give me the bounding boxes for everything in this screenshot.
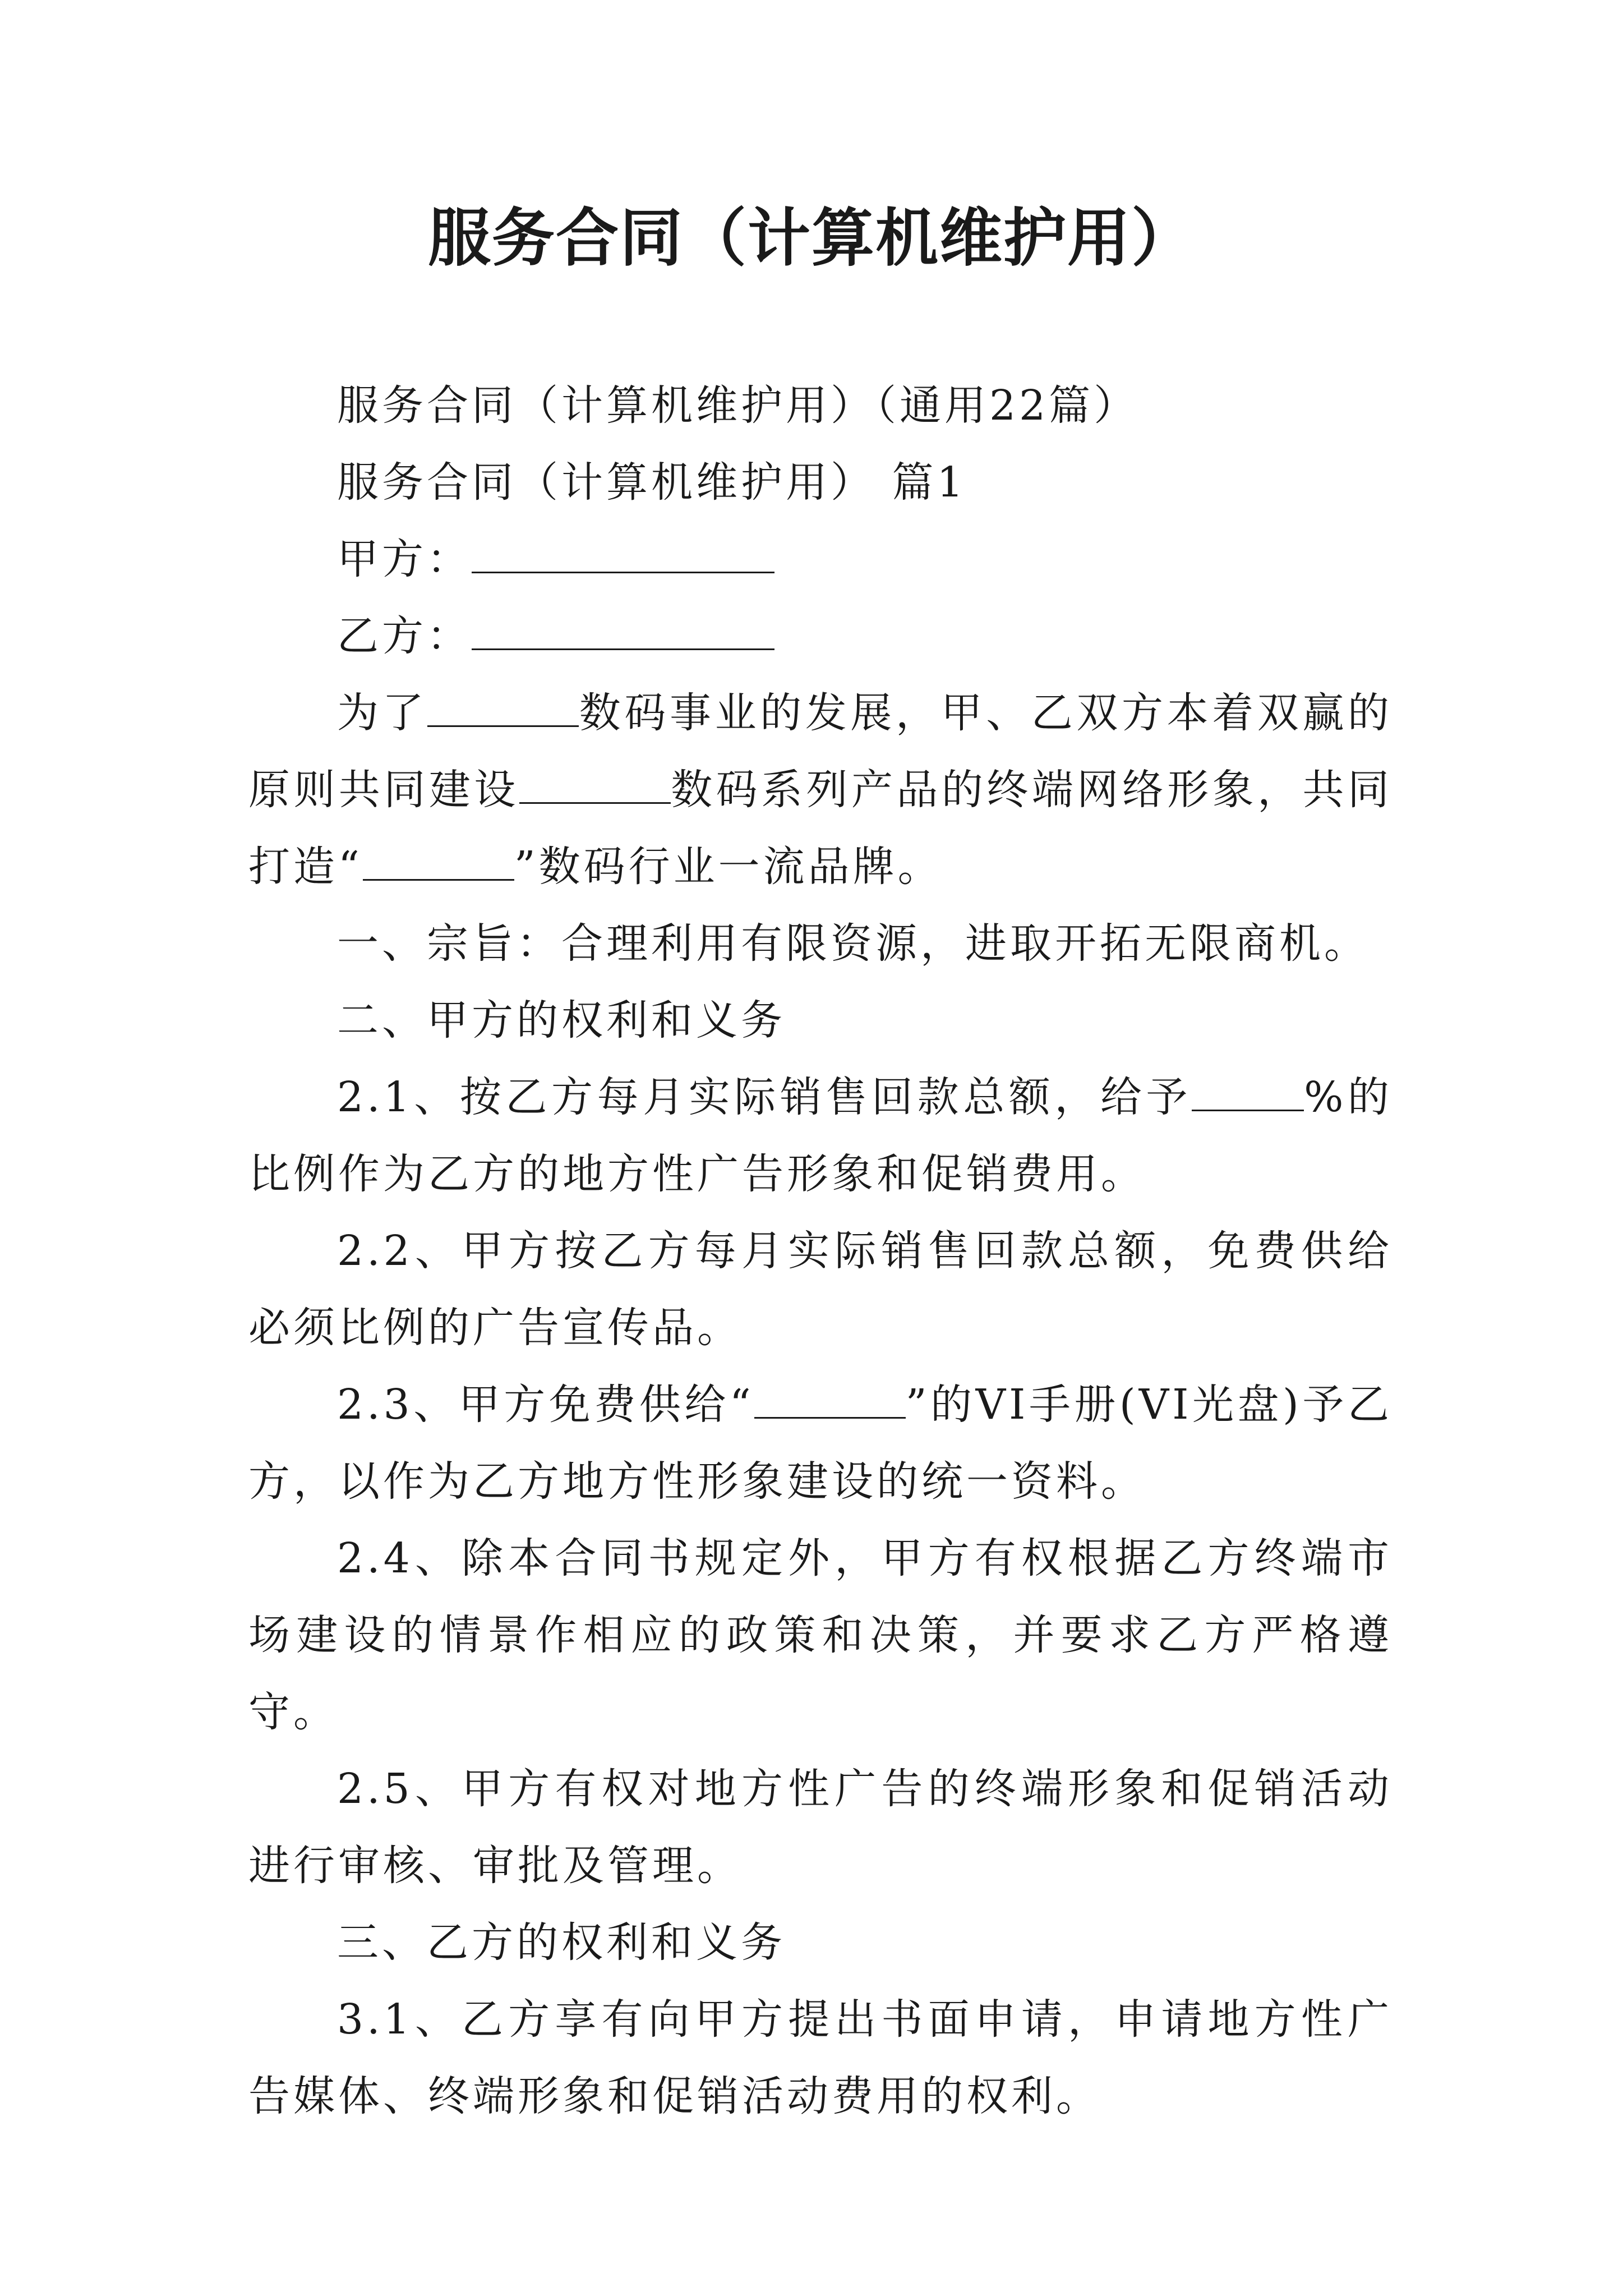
paragraph-p7	[248, 982, 1393, 1059]
paragraph-p3	[248, 521, 1393, 598]
paragraph-p5	[248, 675, 1393, 905]
document-body	[248, 367, 1393, 2135]
paragraph-text: 乙方：	[337, 612, 472, 660]
paragraph-text: 3.1、乙方享有向甲方提出书面申请，申请地方性广告媒体、终端形象和促销活动费用的权利。	[248, 1995, 1393, 2120]
fill-in-blank	[472, 532, 774, 573]
paragraph-text: 2.5、甲方有权对地方性广告的终端形象和促销活动进行审核、审批及管理。	[248, 1765, 1393, 1890]
paragraph-text: %的比例作为乙方的地方性广告形象和促销费用。	[248, 1073, 1393, 1198]
paragraph-text: 2.1、按乙方每月实际销售回款总额，给予	[337, 1073, 1192, 1121]
paragraph-text: 甲方：	[337, 535, 472, 583]
paragraph-p13	[248, 1904, 1393, 1981]
paragraph-text: 2.3、甲方免费供给“	[337, 1381, 754, 1429]
paragraph-p2	[248, 444, 1393, 521]
paragraph-p4	[248, 598, 1393, 675]
paragraph-text: 2.2、甲方按乙方每月实际销售回款总额，免费供给必须比例的广告宣传品。	[248, 1227, 1393, 1352]
paragraph-p9	[248, 1213, 1393, 1366]
fill-in-blank	[754, 1378, 906, 1419]
paragraph-p6	[248, 905, 1393, 982]
paragraph-p8	[248, 1059, 1393, 1213]
fill-in-blank	[472, 609, 774, 650]
paragraph-text: 数码系列产品的终端网络形象，共同打造“	[248, 766, 1393, 891]
fill-in-blank	[363, 840, 514, 881]
paragraph-text: 二、甲方的权利和义务	[337, 996, 786, 1045]
paragraph-text: 为了	[337, 689, 428, 737]
fill-in-blank	[519, 763, 671, 804]
document-title: 服务合同（计算机维护用）	[428, 201, 1195, 275]
paragraph-text: 三、乙方的权利和义务	[337, 1918, 786, 1967]
fill-in-blank	[427, 686, 579, 727]
paragraph-text: 服务合同（计算机维护用） 篇1	[337, 458, 967, 507]
paragraph-text: 服务合同（计算机维护用）（通用22篇）	[337, 381, 1139, 430]
paragraph-p11	[248, 1520, 1393, 1751]
paragraph-text: ”数码行业一流品牌。	[514, 843, 943, 891]
paragraph-text: 一、宗旨：合理利用有限资源，进取开拓无限商机。	[337, 919, 1369, 968]
paragraph-text: 2.4、除本合同书规定外，甲方有权根据乙方终端市场建设的情景作相应的政策和决策，并要求乙方严格遵守。	[248, 1534, 1393, 1736]
paragraph-p10	[248, 1366, 1393, 1520]
fill-in-blank	[1192, 1070, 1304, 1111]
paragraph-text: 数码事业的发展，甲、乙双方本着双赢的原则共同建设	[248, 689, 1393, 814]
paragraph-p14	[248, 1981, 1393, 2135]
paragraph-p12	[248, 1751, 1393, 1904]
paragraph-text: ”的VI手册(VI光盘)予乙方，以作为乙方地方性形象建设的统一资料。	[248, 1381, 1393, 1506]
paragraph-p1	[248, 367, 1393, 444]
